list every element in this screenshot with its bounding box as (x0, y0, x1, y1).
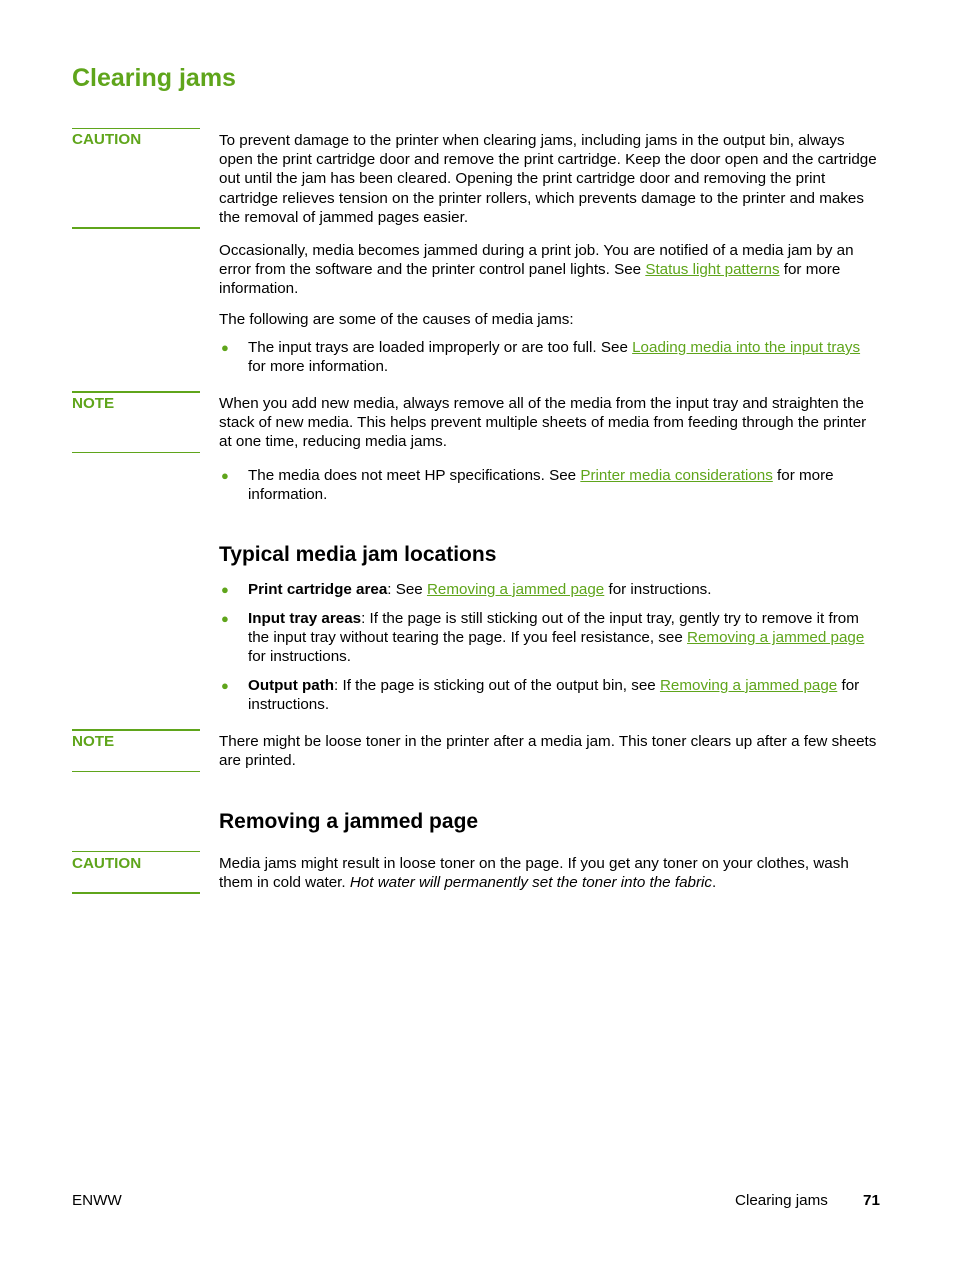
intro-text-before: Occasionally, media becomes jammed during a print job. You are notified of a media jam by an error from the software and the printer control panel lights. See (219, 242, 854, 279)
bullet-text-after: for more information. (248, 358, 389, 376)
caution-bottom-rule (72, 227, 200, 229)
note-top-rule (72, 729, 200, 731)
bullet-text-before: The input trays are loaded improperly or are too full. See (248, 339, 633, 356)
item-bold-label: Input tray areas (248, 610, 362, 627)
caution-label: CAUTION (72, 131, 142, 148)
item-text-after: for instructions. (248, 648, 351, 666)
item-text-before: : If the page is sticking out of the output bin, see (334, 677, 660, 694)
section-heading: Typical media jam locations (219, 543, 497, 566)
item-text-after: for instructions. (248, 677, 860, 714)
bullet-icon: ● (221, 582, 229, 597)
caution-text (219, 854, 879, 892)
note-text: There might be loose toner in the printer after a media jam. This toner clears up after a few sheets are printed. (219, 733, 877, 770)
caution-bottom-rule (72, 892, 200, 894)
intro-text-after: for more information. (219, 261, 841, 298)
footer-section: Clearing jams (735, 1192, 828, 1209)
caution-label: CAUTION (72, 855, 142, 872)
note-label: NOTE (72, 733, 115, 750)
list-item (219, 676, 879, 714)
note-top-rule (72, 391, 200, 393)
bullet-text-after: for more information. (248, 467, 834, 504)
bullet-icon: ● (221, 611, 229, 626)
bullet-icon: ● (221, 340, 229, 355)
item-text-before: : See (387, 581, 427, 598)
status-light-patterns-link[interactable]: Status light patterns (645, 261, 780, 279)
item-text-after: for instructions. (604, 581, 712, 598)
item-text-before: : If the page is still sticking out of the input tray, gently try to remove it from the input tray without tearing the page. If you feel resistance, see (248, 610, 859, 647)
caution-text: To prevent damage to the printer when clearing jams, including jams in the output bin, always open the print cartridge door and remove the print cartridge. Keep the door open and the cartridge out until the jam has been cleared. Opening the print cartridge door and removing the print cartridge relieves tension on the printer rollers, which prevents damage to the printer and makes the removal of jammed pages easier. (219, 132, 877, 226)
removing-jammed-page-link[interactable]: Removing a jammed page (687, 629, 865, 647)
printer-media-considerations-link[interactable]: Printer media considerations (580, 467, 773, 484)
page-title: Clearing jams (72, 64, 236, 92)
caution-text-after: . (712, 874, 717, 892)
note-label: NOTE (72, 395, 115, 412)
bullet-text-before: The media does not meet HP specifications. See (248, 467, 581, 484)
section-heading: Removing a jammed page (219, 810, 479, 833)
note-bottom-rule (72, 771, 200, 772)
caution-text-main: Media jams might result in loose toner on the page. If you get any toner on your clothes, wash them in cold water. (219, 855, 849, 892)
list-item (219, 580, 879, 599)
removing-jammed-page-link[interactable]: Removing a jammed page (426, 581, 605, 598)
note-bottom-rule (72, 452, 200, 453)
bullet-icon: ● (221, 468, 229, 483)
footer-left: ENWW (72, 1192, 122, 1209)
caution-top-rule (72, 128, 200, 129)
list-item (219, 466, 879, 504)
caution-text-italic: Hot water will permanently set the toner into the fabric (349, 874, 712, 892)
caution-top-rule (72, 851, 200, 852)
item-bold-label: Output path (248, 677, 335, 694)
list-item (219, 609, 879, 667)
list-item (219, 338, 879, 376)
bullet-icon: ● (221, 678, 229, 693)
intro-paragraph (219, 241, 879, 299)
loading-media-link[interactable]: Loading media into the input trays (632, 339, 861, 356)
item-bold-label: Print cartridge area (248, 581, 388, 598)
removing-jammed-page-link[interactable]: Removing a jammed page (659, 677, 838, 694)
note-text: When you add new media, always remove all of the media from the input tray and straighten the stack of new media. This helps prevent multiple sheets of media from feeding through the printer at one time, reducing media jams. (219, 395, 867, 451)
causes-intro: The following are some of the causes of media jams: (219, 311, 574, 328)
page-number: 71 (863, 1192, 880, 1209)
